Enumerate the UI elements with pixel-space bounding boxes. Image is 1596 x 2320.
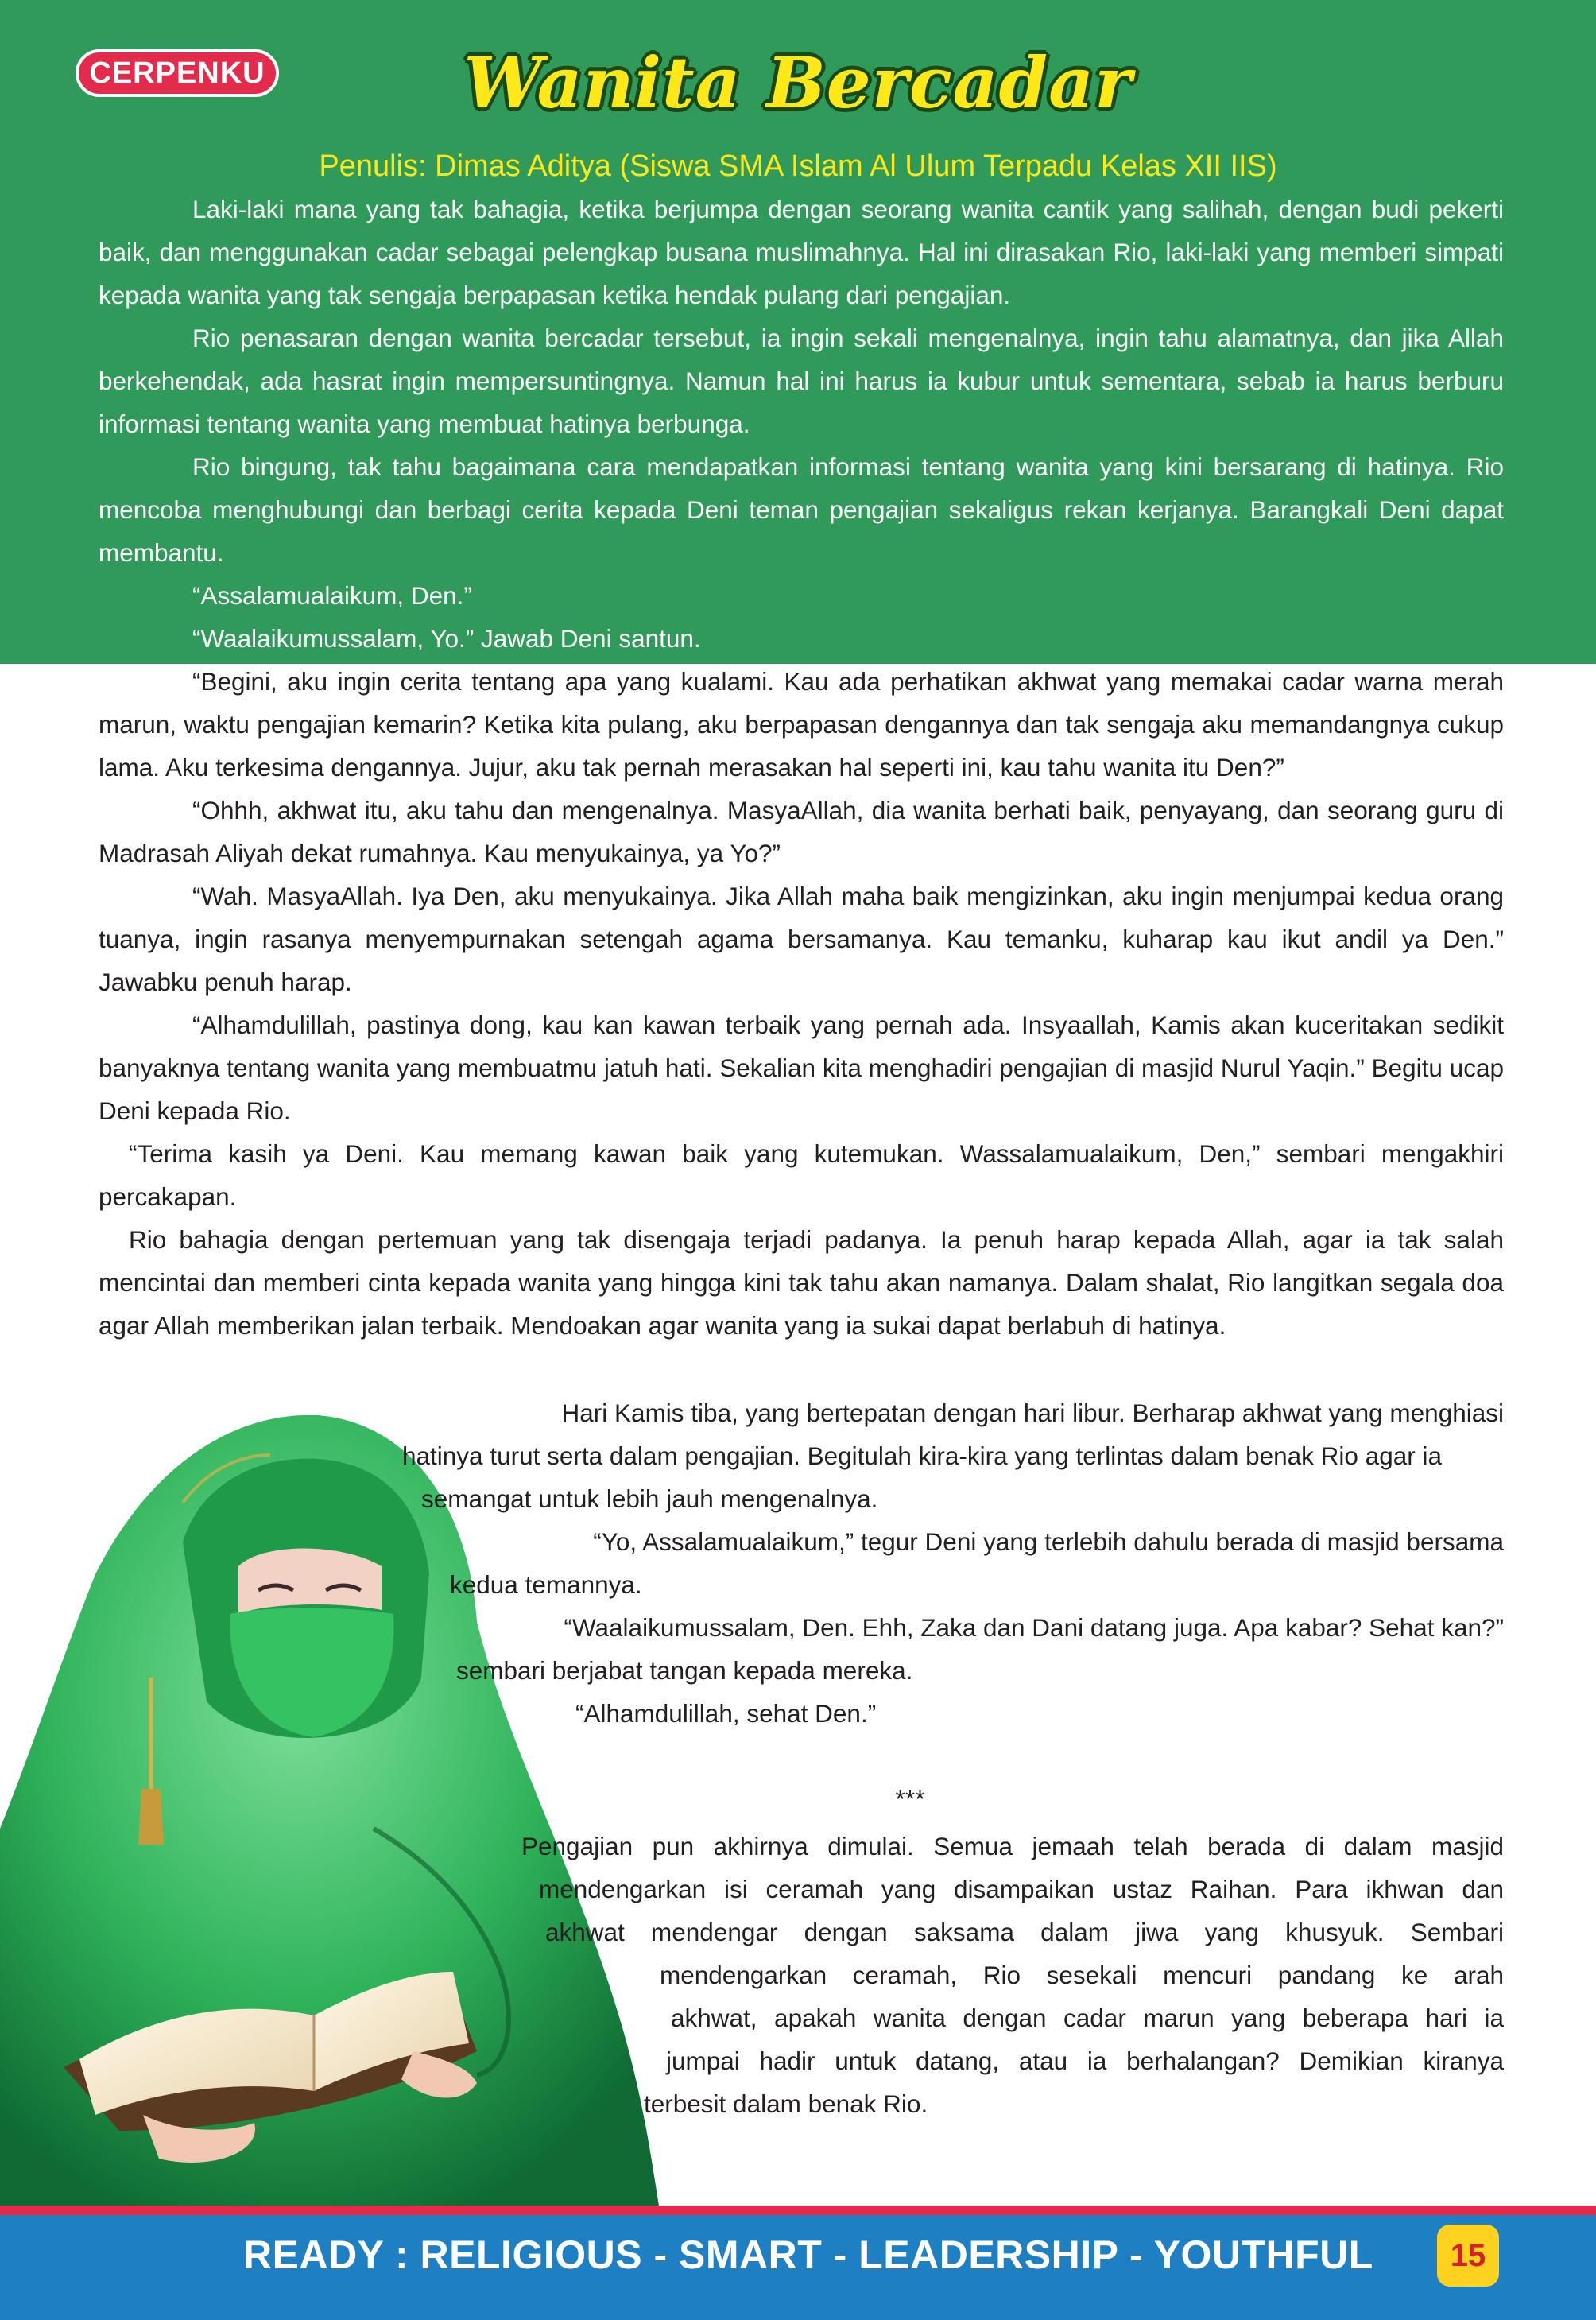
wrapped-line: mendengarkan isi ceramah yang disampaikan ustaz Raihan. Para ikhwan dan [539, 1875, 1504, 1903]
story-text [99, 188, 1504, 1347]
wrapped-line: akhwat mendengar dengan saksama dalam jiwa yang khusyuk. Sembari [545, 1918, 1504, 1946]
wrapped-line: akhwat, apakah wanita dengan cadar marun yang beberapa hari ia [671, 2004, 1504, 2032]
footer-motto: READY : RELIGIOUS - SMART - LEADERSHIP - YOUTHFUL [243, 2233, 1373, 2277]
page-number: 15 [1437, 2225, 1499, 2287]
wrapped-line: semangat untuk lebih jauh mengenalnya. [421, 1484, 878, 1513]
wrapped-line: mendengarkan ceramah, Rio sesekali mencuri pandang ke arah [660, 1961, 1504, 1989]
paragraph: “Assalamualaikum, Den.” [192, 581, 472, 610]
section-divider: *** [895, 1785, 925, 1814]
wrapped-line: hatinya turut serta dalam pengajian. Begitulah kira-kira yang terlintas dalam benak Rio agar ia [402, 1441, 1442, 1470]
paragraph: Rio bahagia dengan pertemuan yang tak disengaja terjadi padanya. Ia penuh harap kepada Allah, agar ia tak salah mencintai dan memberi cinta kepada wanita yang hingga kini tak tahu akan namanya. Dalam shalat, Rio langitkan segala doa agar Allah memberikan jalan terbaik. Mendoakan agar wanita yang ia sukai dapat berlabuh di hatinya. [99, 1225, 1504, 1340]
paragraph: “Terima kasih ya Deni. Kau memang kawan baik yang kutemukan. Wassalamualaikum, Den,” sembari mengakhiri percakapan. [99, 1139, 1504, 1211]
paragraph: Laki-laki mana yang tak bahagia, ketika berjumpa dengan seorang wanita cantik yang salihah, dengan budi pekerti baik, dan menggunakan cadar sebagai pelengkap busana muslimahnya. Hal ini dirasakan Rio, laki-laki yang memberi simpati kepada wanita yang tak sengaja berpapasan ketika hendak pulang dari pengajian. [99, 195, 1504, 309]
wrapped-line: Hari Kamis tiba, yang bertepatan dengan hari libur. Berharap akhwat yang menghiasi [561, 1399, 1504, 1427]
wrapped-line: kedua temannya. [450, 1570, 642, 1599]
wrapped-line: sembari berjabat tangan kepada mereka. [456, 1656, 913, 1685]
wrapped-line: jumpai hadir untuk datang, atau ia berhalangan? Demikian kiranya [666, 2046, 1504, 2075]
paragraph: “Waalaikumussalam, Yo.” Jawab Deni santun. [192, 624, 701, 653]
paragraph: Rio penasaran dengan wanita bercadar tersebut, ia ingin sekali mengenalnya, ingin tahu alamatnya, dan jika Allah berkehendak, ada hasrat ingin mempersuntingnya. Namun hal ini harus ia kubur untuk sementara, sebab ia harus berburu informasi tentang wanita yang membuat hatinya berbunga. [99, 324, 1504, 438]
footer-stripe [0, 2206, 1596, 2215]
paragraph: Rio bingung, tak tahu bagaimana cara mendapatkan informasi tentang wanita yang kini bersarang di hatinya. Rio mencoba menghubungi dan berbagi cerita kepada Deni teman pengajian sekaligus rekan kerjanya. Barangkali Deni dapat membantu. [99, 452, 1504, 567]
wrapped-line: “Alhamdulillah, sehat Den.” [575, 1699, 877, 1728]
wrapped-line: “Waalaikumussalam, Den. Ehh, Zaka dan Dani datang juga. Apa kabar? Sehat kan?” [564, 1613, 1504, 1642]
page-title: Wanita Bercadar [463, 41, 1133, 124]
paragraph: “Begini, aku ingin cerita tentang apa yang kualami. Kau ada perhatikan akhwat yang memakai cadar warna merah marun, waktu pengajian kemarin? Ketika kita pulang, aku berpapasan dengannya dan tak sengaja aku memandangnya cukup lama. Aku terkesima dengannya. Jujur, aku tak pernah merasakan hal seperti ini, kau tahu wanita itu Den?” [99, 667, 1504, 782]
paragraph: “Ohhh, akhwat itu, aku tahu dan mengenalnya. MasyaAllah, dia wanita berhati baik, penyayang, dan seorang guru di Madrasah Aliyah dekat rumahnya. Kau menyukainya, ya Yo?” [99, 796, 1504, 867]
paragraph: “Alhamdulillah, pastinya dong, kau kan kawan terbaik yang pernah ada. Insyaallah, Kamis akan kuceritakan sedikit banyaknya tentang wanita yang membuatmu jatuh hati. Sekalian kita menghadiri pengajian di masjid Nurul Yaqin.” Begitu ucap Deni kepada Rio. [99, 1011, 1504, 1125]
wrapped-line: terbesit dalam benak Rio. [644, 2089, 928, 2118]
wrapped-line: Pengajian pun akhirnya dimulai. Semua jemaah telah berada di dalam masjid [521, 1832, 1504, 1860]
paragraph: “Wah. MasyaAllah. Iya Den, aku menyukainya. Jika Allah maha baik mengizinkan, aku ingin menjumpai kedua orang tuanya, ingin rasanya menyempurnakan setengah agama bersamanya. Kau temanku, kuharap kau ikut andil ya Den.” Jawabku penuh harap. [99, 882, 1504, 996]
section-badge: CERPENKU [76, 49, 279, 97]
wrapped-line: “Yo, Assalamualaikum,” tegur Deni yang terlebih dahulu berada di masjid bersama [593, 1527, 1504, 1556]
author-line: Penulis: Dimas Aditya (Siswa SMA Islam Al Ulum Terpadu Kelas XII IIS) [319, 149, 1277, 183]
